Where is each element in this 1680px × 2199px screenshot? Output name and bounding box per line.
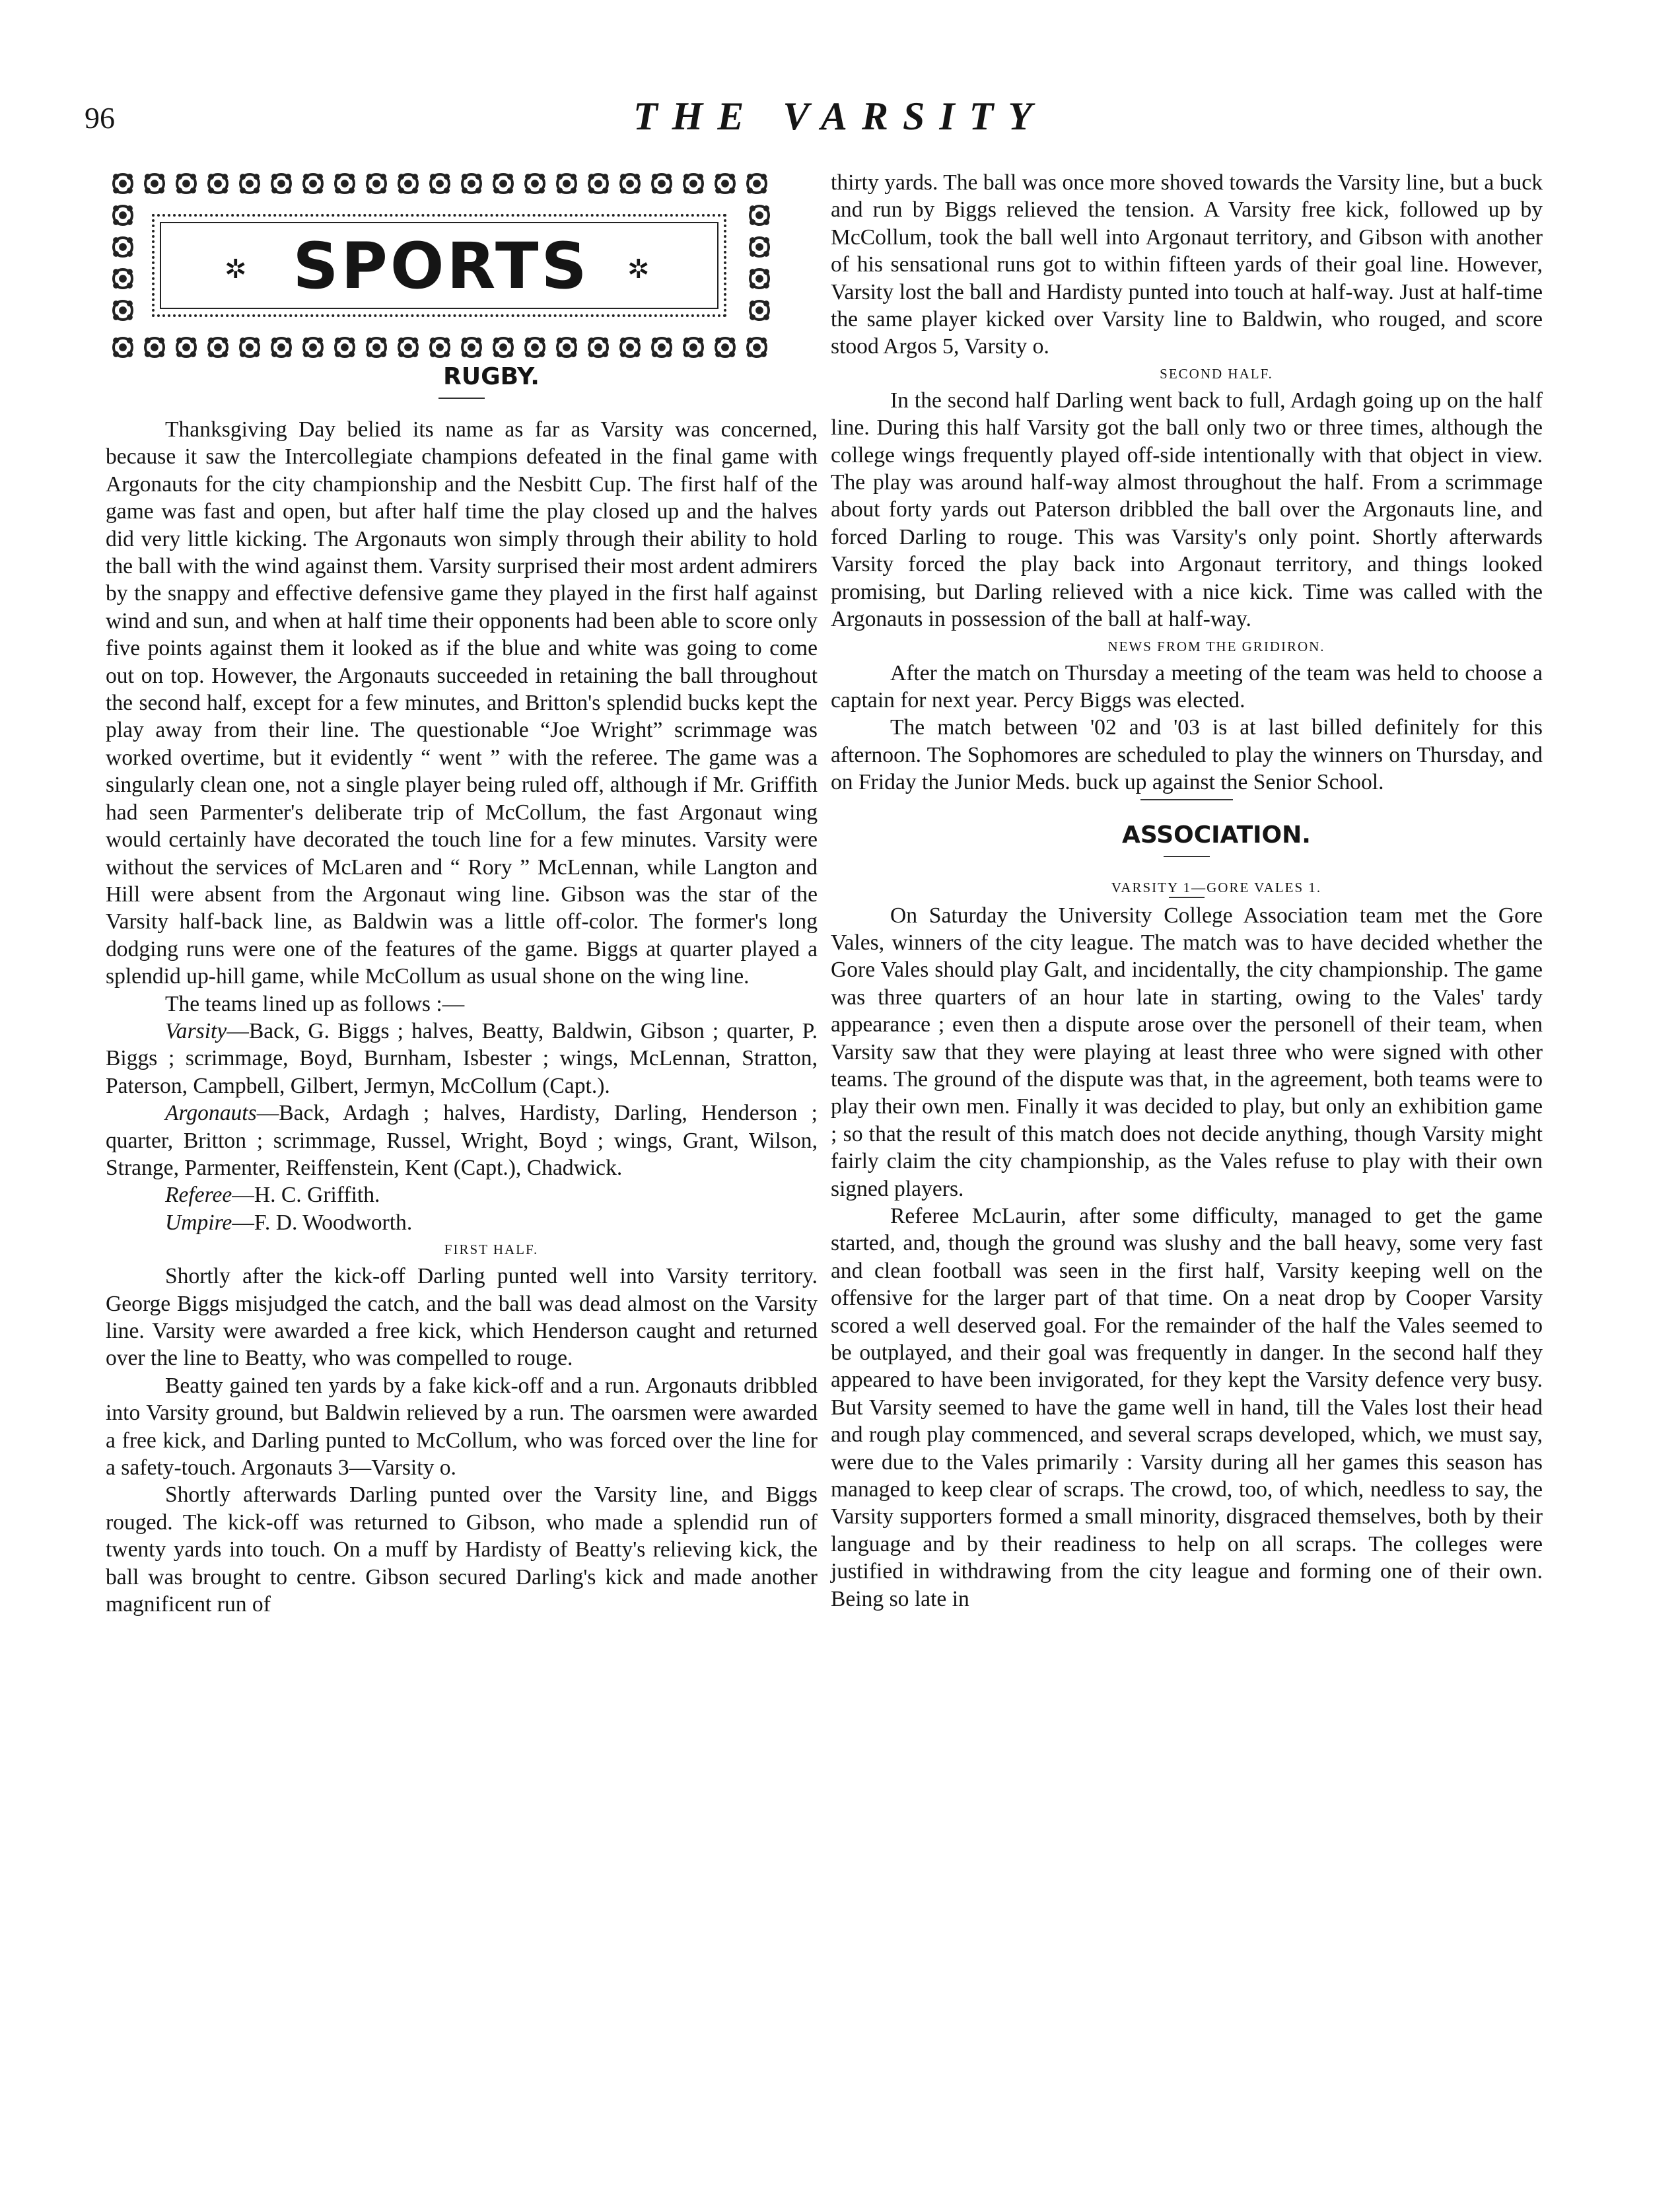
border-flower-ornament xyxy=(462,337,481,357)
masthead: THE VARSITY xyxy=(633,94,1047,138)
border-flower-ornament xyxy=(683,174,703,193)
border-flower-ornament xyxy=(462,174,481,193)
border-flower-ornament xyxy=(271,337,291,357)
star-ornament-left: ✲ xyxy=(225,254,247,284)
banner-title: SPORTS xyxy=(293,229,590,303)
border-flower-ornament xyxy=(525,337,545,357)
right-column xyxy=(831,169,1543,1613)
border-flower-ornament xyxy=(747,174,767,193)
rugby-intro: Thanksgiving Day belied its name as far as Varsity was concerned, because it saw the Intercollegiate champions defeated in the final game with Argonauts for the city championship and the Nesbitt Cup. The first half of the game was fast and open, but after half time the play closed up and the halves did very little kicking. The Argonauts won simply through their ability to hold the ball with the wind against them. Varsity surprised their most ardent admirers by the snappy and effective defensive game they played in the first half against wind and sun, and when at half time their opponents had been able to score only five points against them it looked as if the blue and white was going to come out on top. However, the Argonauts succeeded in retaining the ball throughout the second half, except for a few minutes, and Britton's splendid bucks kept the play away from their line. The questionable “Joe Wright” scrimmage was worked overtime, but it evidently “ went ” with the referee. The game was a singularly clean one, not a single player being ruled off, although if Mr. Griffith had seen Parmenter's deliberate trip of McCollum, the fast Argonaut wing would certainly have decorated the touch line for a few minutes. Varsity were without the services of McLaren and “ Rory ” McLennan, while Langton and Hill were absent from the Argonaut wing line. Gibson was the star of the Varsity half-back line, as Baldwin was a little off-color. The former's long dodging runs were one of the features of the game. Biggs at quarter played a splendid up-hill game, while McCollum as usual shone on the wing line. xyxy=(106,417,818,989)
news-paragraph: The match between '02 and '03 is at last billed definitely for this afternoon. The Sophomores are scheduled to play the winners on Thursday, and on Friday the Junior Meds. buck up against the Senior School. xyxy=(831,715,1543,795)
border-flower-ornament xyxy=(303,337,323,357)
border-flower-ornament xyxy=(176,174,196,193)
border-flower-ornament xyxy=(683,337,703,357)
border-flower-ornament xyxy=(335,337,355,357)
border-flower-ornament xyxy=(588,174,608,193)
border-flower-ornament xyxy=(557,337,577,357)
section-rule xyxy=(1140,799,1233,800)
border-flower-ornament xyxy=(145,174,164,193)
border-flower-ornament xyxy=(493,174,513,193)
border-flower-ornament xyxy=(525,174,545,193)
news-paragraph: After the match on Thursday a meeting of the team was held to choose a captain for next year. Percy Biggs was elected. xyxy=(831,660,1543,713)
association-heading: ASSOCIATION. xyxy=(1122,821,1311,849)
left-column xyxy=(106,362,818,1618)
border-flower-ornament xyxy=(493,337,513,357)
varsity-lineup: Varsity—Back, G. Biggs ; halves, Beatty, Baldwin, Gibson ; quarter, P. Biggs ; scrimmage, Boyd, Burnham, Isbester ; wings, McLennan, Stratton, Paterson, Campbell, Gilbert, Jermyn, McCollum (Capt.). xyxy=(106,1018,818,1098)
second-half-paragraph: In the second half Darling went back to full, Ardagh going up on the half line. During this half Varsity got the ball only two or three times, although the college wings frequently played off-side intentionally with that object in view. The play was around half-way almost throughout the half. From a scrimmage about forty yards out Paterson dribbled the ball over the Argonauts line, and forced Darling to rouge. This was Varsity's only point. Shortly afterwards Varsity forced the play back into Argonaut territory, and things looked promising, but Darling relieved with a nice kick. Time was called with the Argonauts in possession of the ball at half-way. xyxy=(831,388,1543,632)
continued-paragraph: thirty yards. The ball was once more shoved towards the Varsity line, but a buck and run by Biggs relieved the tension. A Varsity free kick, followed up by McCollum, took the ball well into Argonaut territory, and Gibson with another of his sensational runs got to within fifteen yards of their goal line. However, Varsity lost the ball and Hardisty punted into touch at half-way. Just at half-time the same player kicked over Varsity line to Baldwin, who rouged, and score stood Argos 5, Varsity o. xyxy=(831,170,1543,359)
border-flower-ornament xyxy=(588,337,608,357)
association-paragraph: Referee McLaurin, after some difficulty, managed to get the game started, and, though the ground was slushy and the ball heavy, some very fast and clean football was seen in the first half, Varsity keeping well on the offensive for the larger part of that time. On a neat drop by Cooper Varsity scored a well deserved goal. For the remainder of the half the Vales seemed to be outplayed, and their goal was frequently in danger. In the second half they appeared to have been invigorated, for they kept the Varsity defence very busy. But Varsity seemed to have the game well in hand, till the Vales lost their head and rough play commenced, and several scraps developed, which, we must say, were due to the Vales primarily : Varsity during all her games this season has managed to keep clear of scraps. The crowd, too, of which, needless to say, the Varsity supporters formed a small minority, disgraced themselves, both by their language and by their readiness to help on all scraps. The colleges were justified in withdrawing from the city league and forming one of their own. Being so late in xyxy=(831,1204,1543,1611)
border-flower-ornament xyxy=(208,337,228,357)
border-flower-ornament xyxy=(240,337,260,357)
border-flower-ornament xyxy=(557,174,577,193)
first-half-heading: FIRST HALF. xyxy=(444,1241,539,1258)
match-heading: VARSITY 1—GORE VALES 1. xyxy=(1111,879,1322,895)
border-flower-ornament xyxy=(367,337,386,357)
border-flower-ornament xyxy=(715,337,735,357)
border-flower-ornament xyxy=(208,174,228,193)
border-flower-ornament xyxy=(747,337,767,357)
page-number: 96 xyxy=(85,101,115,135)
border-flower-ornament xyxy=(750,300,769,320)
border-flower-ornament xyxy=(715,174,735,193)
border-flower-ornament xyxy=(335,174,355,193)
sports-banner xyxy=(106,166,777,365)
border-flower-ornament xyxy=(113,300,133,320)
border-flower-ornament xyxy=(113,337,133,357)
border-flower-ornament xyxy=(176,337,196,357)
border-flower-ornament xyxy=(398,337,418,357)
lineup-intro: The teams lined up as follows :— xyxy=(165,991,465,1016)
border-flower-ornament xyxy=(303,174,323,193)
heading-rule xyxy=(1164,856,1210,857)
border-flower-ornament xyxy=(113,205,133,225)
first-half-paragraph: Beatty gained ten yards by a fake kick-off and a run. Argonauts dribbled into Varsity ground, but Baldwin relieved by a run. The oarsmen were awarded a free kick, and Darling punted to McCollum, who was forced over the line for a safety-touch. Argonauts 3—Varsity o. xyxy=(106,1373,818,1481)
referee-line: Referee—H. C. Griffith. xyxy=(165,1183,380,1208)
border-flower-ornament xyxy=(430,337,450,357)
first-half-paragraph: Shortly after the kick-off Darling punted well into Varsity territory. George Biggs misjudged the catch, and the ball was dead almost on the Varsity line. Varsity were awarded a free kick, which Henderson caught and returned over the line to Beatty, who was compelled to rouge. xyxy=(106,1264,818,1371)
association-paragraph: On Saturday the University College Association team met the Gore Vales, winners of the city league. The match was to have decided whether the Gore Vales should play Galt, and incidentally, the city championship. The game was three quarters of an hour late in starting, owing to the Vales' tardy appearance ; even then a dispute arose over the personell of their team, when Varsity saw that they were playing at least three who were signed with other teams. The ground of the dispute was that, in the agreement, both teams were to play their own men. Finally it was decided to play, but only an exhibition game ; so that the result of this match does not decide anything, though Varsity might fairly claim the city championship, as the Vales refuse to play with their own signed players. xyxy=(831,903,1543,1201)
first-half-paragraph: Shortly afterwards Darling punted over the Varsity line, and Biggs rouged. The kick-off was returned to Gibson, who made a splendid run of twenty yards into touch. On a muff by Hardisty of Beatty's relieving kick, the ball was brought to centre. Gibson secured Darling's kick and made another magnificent run of xyxy=(106,1483,818,1617)
border-flower-ornament xyxy=(620,337,640,357)
border-flower-ornament xyxy=(145,337,164,357)
star-ornament-right: ✲ xyxy=(627,254,650,284)
border-flower-ornament xyxy=(271,174,291,193)
heading-rule xyxy=(438,398,485,399)
border-flower-ornament xyxy=(240,174,260,193)
rugby-heading: RUGBY. xyxy=(443,363,540,390)
border-flower-ornament xyxy=(398,174,418,193)
border-flower-ornament xyxy=(750,205,769,225)
umpire-line: Umpire—F. D. Woodworth. xyxy=(165,1210,413,1235)
border-flower-ornament xyxy=(430,174,450,193)
border-flower-ornament xyxy=(113,174,133,193)
border-flower-ornament xyxy=(620,174,640,193)
news-heading: NEWS FROM THE GRIDIRON. xyxy=(1107,638,1325,654)
second-half-heading: SECOND HALF. xyxy=(1160,365,1273,382)
border-flower-ornament xyxy=(367,174,386,193)
border-flower-ornament xyxy=(652,337,672,357)
border-flower-ornament xyxy=(652,174,672,193)
argonauts-lineup: Argonauts—Back, Ardagh ; halves, Hardisty, Darling, Henderson ; quarter, Britton ; scrimmage, Russel, Wright, Boyd ; wings, Grant, Wilson, Strange, Parmenter, Reiffenstein, Kent (Capt.), Chadwick. xyxy=(106,1101,818,1180)
